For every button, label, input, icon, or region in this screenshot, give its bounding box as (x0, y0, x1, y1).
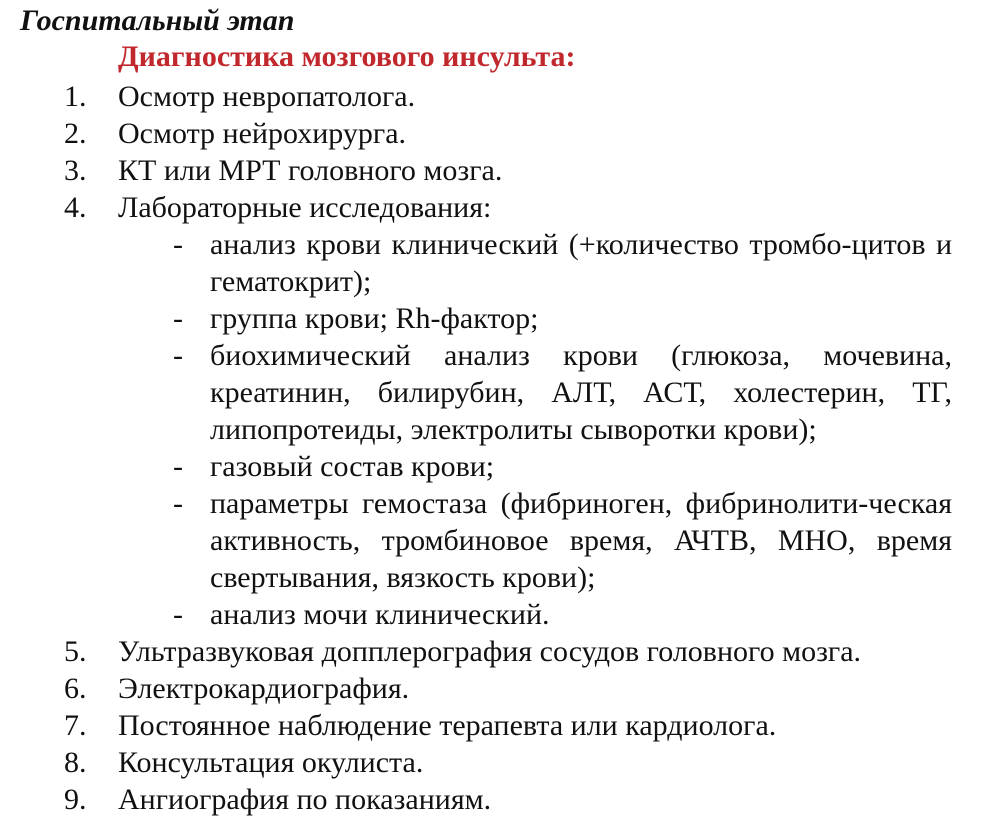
list-item-number: 4. (64, 191, 87, 224)
list-item-number: 1. (64, 80, 87, 113)
list-item-number: 8. (64, 746, 87, 779)
lab-item-text: газовый состав крови; (210, 450, 495, 483)
lab-item-dash: - (173, 302, 183, 335)
list-item (0, 633, 994, 670)
list-item (0, 670, 994, 707)
list-item-text: Осмотр невропатолога. (118, 80, 416, 113)
list-item-text: Постоянное наблюдение терапевта или кардиолога. (118, 709, 777, 742)
list-item-text: Осмотр нейрохирурга. (118, 117, 407, 150)
diagnostics-title: Диагностика мозгового инсульта: (118, 40, 576, 73)
list-item (0, 781, 994, 818)
lab-item-text: биохимический анализ крови (глюкоза, мочевина, креатинин, билирубин, АЛТ, АСТ, холестерин, ТГ, липопротеиды, электролиты сыворотки крови); (210, 339, 952, 446)
list-item-text: Лабораторные исследования: (118, 191, 492, 224)
list-item-text: Консультация окулиста. (118, 746, 424, 779)
lab-item-text: анализ мочи клинический. (210, 598, 550, 631)
lab-item-text: анализ крови клинический (+количество тромбо-цитов и гематокрит); (210, 228, 952, 298)
list-item (0, 115, 994, 152)
list-item (0, 189, 994, 226)
lab-item-dash: - (173, 487, 183, 520)
list-item-text: Электрокардиография. (118, 672, 410, 705)
list-item (0, 78, 994, 115)
list-item-number: 9. (64, 783, 87, 816)
list-item-text: Ангиография по показаниям. (118, 783, 492, 816)
list-item-number: 2. (64, 117, 87, 150)
list-item (0, 152, 994, 189)
lab-item-dash: - (173, 228, 183, 261)
list-item-number: 5. (64, 635, 87, 668)
lab-item-dash: - (173, 339, 183, 372)
section-heading: Госпитальный этап (20, 4, 295, 37)
list-item-text: Ультразвуковая допплерография сосудов головного мозга. (118, 635, 862, 668)
list-item (0, 707, 994, 744)
list-item-number: 3. (64, 154, 87, 187)
lab-item-dash: - (173, 598, 183, 631)
lab-item-text: параметры гемостаза (фибриноген, фибринолити-ческая активность, тромбиновое время, АЧТВ, МНО, время свертывания, вязкость крови); (210, 487, 952, 594)
list-item (0, 744, 994, 781)
list-item-number: 7. (64, 709, 87, 742)
lab-item-dash: - (173, 450, 183, 483)
list-item-number: 6. (64, 672, 87, 705)
lab-item-text: группа крови; Rh-фактор; (210, 302, 539, 335)
list-item-text: КТ или МРТ головного мозга. (118, 154, 503, 187)
